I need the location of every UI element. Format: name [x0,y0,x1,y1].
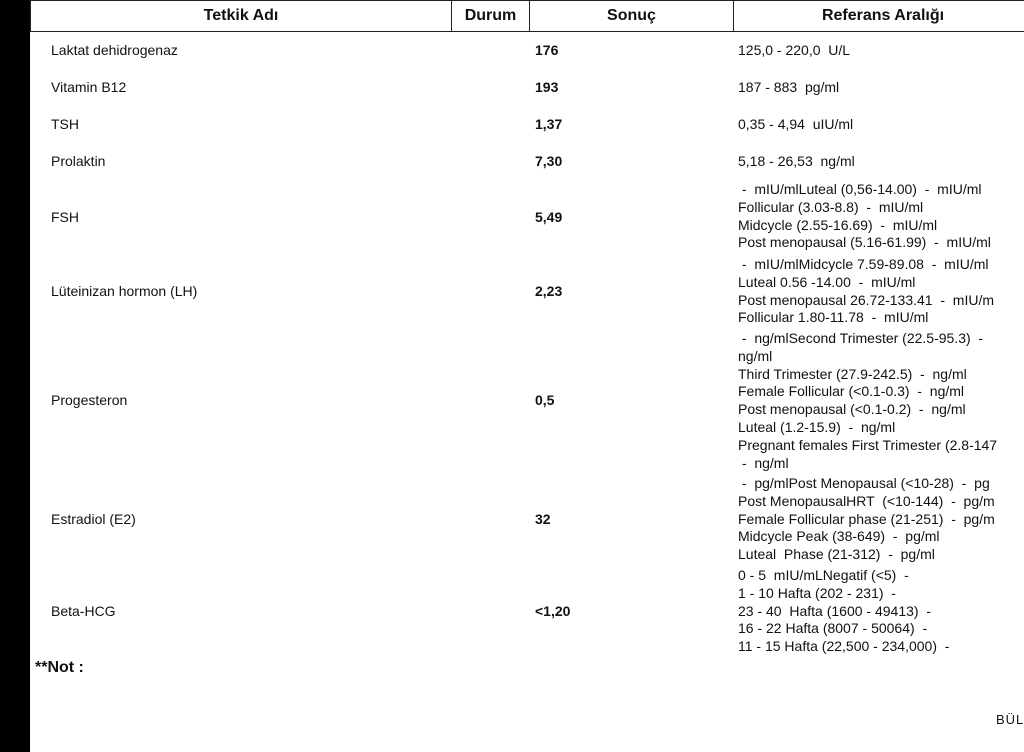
reference-range-line: - pg/mlPost Menopausal (<10-28) - pg [738,475,990,491]
test-name: Progesteron [51,392,128,408]
header-test-name: Tetkik Adı [30,0,452,32]
reference-range-line: Female Follicular (<0.1-0.3) - ng/ml [738,383,965,400]
test-result: <1,20 [535,603,571,619]
reference-range [738,330,997,472]
reference-range [738,256,994,327]
reference-range-line: - ng/ml [738,454,789,471]
header-status: Durum [451,0,530,32]
test-name: FSH [51,209,79,225]
reference-range-line: Pregnant females First Trimester (2.8-147 [738,436,998,453]
reference-range-line: 5,18 - 26,53 ng/ml [738,153,855,169]
report-page [30,0,1024,752]
reference-range [738,42,850,60]
test-result: 5,49 [535,209,563,225]
test-result: 176 [535,42,559,58]
reference-range [738,181,991,252]
test-result: 0,5 [535,392,555,408]
reference-range-line: - mIU/mlMidcycle 7.59-89.08 - mIU/ml [738,256,989,272]
test-name: Beta-HCG [51,603,116,619]
test-name: Estradiol (E2) [51,511,136,527]
reference-range-line: 125,0 - 220,0 U/L [738,42,851,58]
reference-range-line: Third Trimester (27.9-242.5) - ng/ml [738,365,967,382]
reference-range [738,153,855,171]
test-result: 32 [535,511,551,527]
reference-range-line: Post MenopausalHRT (<10-144) - pg/m [738,492,995,509]
reference-range-line: 0 - 5 mIU/mLNegatif (<5) - [738,567,909,583]
reference-range [738,567,949,656]
reference-range-line: Luteal Phase (21-312) - pg/ml [738,546,935,563]
test-name: Prolaktin [51,153,106,169]
reference-range-line: ng/ml [738,347,773,364]
reference-range-line: Post menopausal (5.16-61.99) - mIU/ml [738,234,991,251]
table-header [30,0,1024,32]
reference-range-line: Post menopausal (<0.1-0.2) - ng/ml [738,401,966,418]
reference-range [738,475,995,564]
footer-text: BÜL [996,712,1024,727]
test-result: 193 [535,79,559,95]
reference-range-line: Luteal (1.2-15.9) - ng/ml [738,418,896,435]
test-name: Lüteinizan hormon (LH) [51,283,198,299]
reference-range-line: Follicular 1.80-11.78 - mIU/ml [738,309,929,326]
reference-range [738,116,853,134]
reference-range-line: Female Follicular phase (21-251) - pg/m [738,510,995,527]
header-reference-range: Referans Aralığı [733,0,1024,32]
reference-range-line: - mIU/mlLuteal (0,56-14.00) - mIU/ml [738,181,982,197]
test-result: 2,23 [535,283,563,299]
note-label: **Not : [35,659,84,676]
reference-range-line: Midcycle Peak (38-649) - pg/ml [738,528,940,545]
reference-range-line: 23 - 40 Hafta (1600 - 49413) - [738,602,931,619]
reference-range-line: Midcycle (2.55-16.69) - mIU/ml [738,216,938,233]
reference-range-line: - ng/mlSecond Trimester (22.5-95.3) - [738,330,984,346]
header-result: Sonuç [529,0,734,32]
test-result: 7,30 [535,153,563,169]
test-name: Vitamin B12 [51,79,127,95]
reference-range-line: Luteal 0.56 -14.00 - mIU/ml [738,273,916,290]
test-result: 1,37 [535,116,563,132]
reference-range-line: 11 - 15 Hafta (22,500 - 234,000) - [738,638,950,655]
reference-range-line: Post menopausal 26.72-133.41 - mIU/m [738,291,995,308]
test-name: Laktat dehidrogenaz [51,42,178,58]
reference-range-line: 187 - 883 pg/ml [738,79,840,95]
reference-range-line: 16 - 22 Hafta (8007 - 50064) - [738,620,928,637]
reference-range-line: 1 - 10 Hafta (202 - 231) - [738,584,896,601]
reference-range-line: Follicular (3.03-8.8) - mIU/ml [738,198,924,215]
reference-range [738,79,839,97]
reference-range-line: 0,35 - 4,94 uIU/ml [738,116,854,132]
test-name: TSH [51,116,79,132]
